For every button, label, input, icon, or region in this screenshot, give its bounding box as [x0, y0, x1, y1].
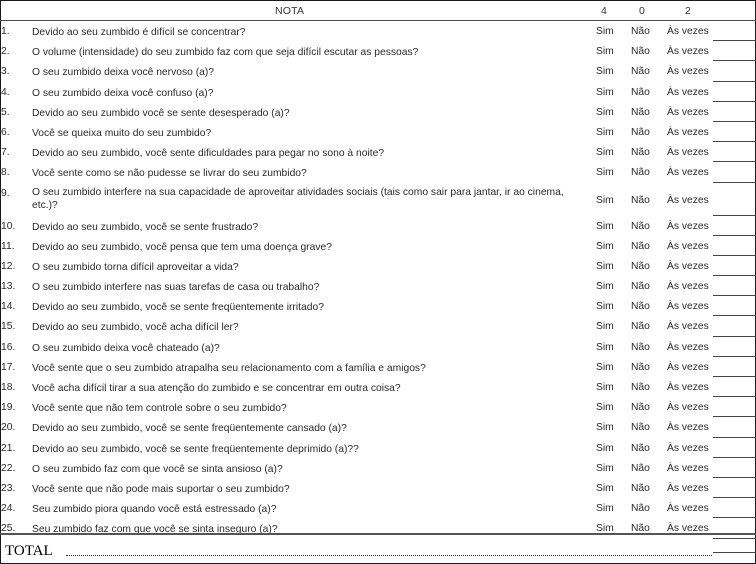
question-text: O seu zumbido interfere na sua capacidade de aproveitar atividades sociais (tais como sair para jantar, ir ao cinema, etc.)?	[32, 186, 564, 211]
answer-asvezes[interactable]: Às vezes	[667, 281, 709, 293]
answer-asvezes[interactable]: Às vezes	[667, 26, 709, 37]
answer-nao[interactable]: Não	[631, 321, 650, 333]
question-text: Devido ao seu zumbido, você sente dificuldades para pegar no sono à noite?	[32, 148, 385, 160]
total-answer-line	[713, 552, 756, 553]
answer-sim[interactable]: Sim	[596, 46, 614, 58]
question-text: O seu zumbido deixa você chateado (a)?	[32, 342, 220, 354]
question-number: 2.	[1, 46, 10, 58]
question-number: 8.	[1, 167, 10, 179]
question-number: 4.	[1, 86, 10, 98]
question-number: 14.	[1, 301, 16, 313]
answer-asvezes[interactable]: Às vezes	[667, 442, 709, 454]
answer-sim[interactable]: Sim	[596, 194, 614, 206]
answer-nao[interactable]: Não	[631, 147, 650, 159]
question-text: O seu zumbido deixa você nervoso (a)?	[32, 67, 215, 79]
answer-sim[interactable]: Sim	[596, 523, 614, 535]
answer-sim[interactable]: Sim	[596, 167, 614, 179]
answer-nao[interactable]: Não	[631, 523, 650, 535]
answer-asvezes[interactable]: Às vezes	[667, 126, 709, 138]
answer-asvezes[interactable]: Às vezes	[667, 66, 709, 78]
answer-nao[interactable]: Não	[631, 422, 650, 434]
total-dotted-line	[66, 555, 712, 556]
question-number: 15.	[1, 321, 16, 333]
header-score-nao: 0	[639, 5, 645, 17]
question-row	[0, 216, 756, 236]
header-score-sim: 4	[601, 5, 607, 17]
answer-nao[interactable]: Não	[631, 240, 650, 252]
answer-nao[interactable]: Não	[631, 382, 650, 393]
question-number: 3.	[1, 66, 10, 78]
total-row	[0, 533, 756, 564]
answer-nao[interactable]: Não	[631, 220, 650, 232]
question-row	[0, 417, 756, 437]
answer-sim[interactable]: Sim	[596, 422, 614, 434]
question-number: 21.	[1, 442, 16, 454]
answer-nao[interactable]: Não	[631, 462, 650, 474]
question-row	[0, 498, 756, 518]
question-text: Seu zumbido faz com que você se sinta inseguro (a)?	[32, 524, 278, 536]
answer-sim[interactable]: Sim	[596, 66, 614, 78]
answer-nao[interactable]: Não	[631, 46, 650, 58]
answer-asvezes[interactable]: Às vezes	[667, 462, 709, 474]
answer-asvezes[interactable]: Às vezes	[667, 220, 709, 232]
total-label: TOTAL	[5, 543, 53, 559]
question-number: 7.	[1, 147, 10, 159]
answer-nao[interactable]: Não	[631, 86, 650, 98]
answer-nao[interactable]: Não	[631, 66, 650, 78]
question-row	[0, 438, 756, 458]
question-text: Você sente como se não pudesse se livrar do seu zumbido?	[32, 168, 307, 180]
question-row	[0, 102, 756, 122]
answer-asvezes[interactable]: Às vezes	[667, 167, 709, 179]
question-row	[0, 61, 756, 81]
question-number: 12.	[1, 260, 16, 272]
question-number: 6.	[1, 126, 10, 138]
answer-asvezes[interactable]: Às vezes	[667, 422, 709, 434]
answer-asvezes[interactable]: Às vezes	[667, 46, 709, 58]
question-number: 18.	[1, 382, 16, 393]
question-text: Você acha difícil tirar a sua atenção do zumbido e se concentrar em outra coisa?	[32, 383, 401, 394]
answer-sim[interactable]: Sim	[596, 260, 614, 272]
question-row	[0, 296, 756, 316]
question-text: O seu zumbido interfere nas suas tarefas de casa ou trabalho?	[32, 282, 320, 294]
question-text: O seu zumbido torna difícil aproveitar a vida?	[32, 261, 239, 273]
answer-sim[interactable]: Sim	[596, 361, 614, 373]
answer-nao[interactable]: Não	[631, 402, 650, 414]
question-text: Seu zumbido piora quando você está estressado (a)?	[32, 504, 277, 516]
answer-sim[interactable]: Sim	[596, 442, 614, 454]
answer-sim[interactable]: Sim	[596, 26, 614, 37]
answer-sim[interactable]: Sim	[596, 341, 614, 353]
question-text: Você sente que não tem controle sobre o seu zumbido?	[32, 403, 287, 415]
answer-asvezes[interactable]: Às vezes	[667, 301, 709, 313]
question-row	[0, 357, 756, 377]
answer-nao[interactable]: Não	[631, 194, 650, 206]
answer-sim[interactable]: Sim	[596, 220, 614, 232]
question-number: 20.	[1, 422, 16, 434]
answer-sim[interactable]: Sim	[596, 86, 614, 98]
question-text: O volume (intensidade) do seu zumbido faz com que seja difícil escutar as pessoas?	[32, 47, 419, 59]
answer-asvezes[interactable]: Às vezes	[667, 482, 709, 494]
answer-sim[interactable]: Sim	[596, 126, 614, 138]
question-number: 17.	[1, 361, 16, 373]
question-text: Devido ao seu zumbido, você se sente freqüentemente irritado?	[32, 302, 324, 314]
header-nota: NOTA	[275, 5, 305, 17]
question-number: 19.	[1, 402, 16, 414]
question-row	[0, 478, 756, 498]
answer-nao[interactable]: Não	[631, 167, 650, 179]
answer-nao[interactable]: Não	[631, 503, 650, 515]
question-number: 9.	[1, 187, 10, 199]
answer-asvezes[interactable]: Às vezes	[667, 523, 709, 535]
question-row	[0, 142, 756, 162]
question-row	[0, 458, 756, 478]
question-number: 11.	[1, 240, 15, 252]
question-number: 23.	[1, 482, 16, 494]
answer-asvezes[interactable]: Às vezes	[667, 240, 709, 252]
answer-sim[interactable]: Sim	[596, 382, 614, 393]
question-text: Você se queixa muito do seu zumbido?	[32, 127, 212, 139]
question-row	[0, 82, 756, 102]
question-row	[0, 183, 756, 216]
question-number: 1.	[1, 26, 10, 37]
question-number: 16.	[1, 341, 16, 353]
question-number: 13.	[1, 281, 16, 293]
question-text: Você sente que não pode mais suportar o seu zumbido?	[32, 483, 290, 495]
question-list	[0, 21, 756, 539]
answer-asvezes[interactable]: Às vezes	[667, 503, 709, 515]
question-text: Devido ao seu zumbido você se sente desesperado (a)?	[32, 107, 290, 119]
question-text: O seu zumbido faz com que você se sinta ansioso (a)?	[32, 463, 283, 475]
answer-sim[interactable]: Sim	[596, 240, 614, 252]
answer-sim[interactable]: Sim	[596, 106, 614, 118]
question-row	[0, 397, 756, 417]
question-row	[0, 162, 756, 182]
question-text: Você sente que o seu zumbido atrapalha seu relacionamento com a família e amigos?	[32, 362, 426, 374]
answer-sim[interactable]: Sim	[596, 482, 614, 494]
answer-sim[interactable]: Sim	[596, 503, 614, 515]
question-row	[0, 122, 756, 142]
question-row	[0, 41, 756, 61]
answer-sim[interactable]: Sim	[596, 402, 614, 414]
answer-nao[interactable]: Não	[631, 281, 650, 293]
question-number: 5.	[1, 106, 10, 118]
answer-asvezes[interactable]: Às vezes	[667, 147, 709, 159]
question-text: Devido ao seu zumbido, você se sente freqüentemente cansado (a)?	[32, 423, 347, 435]
question-number: 25.	[1, 523, 16, 535]
answer-nao[interactable]: Não	[631, 126, 650, 138]
header-score-asvezes: 2	[685, 5, 691, 17]
answer-nao[interactable]: Não	[631, 106, 650, 118]
answer-sim[interactable]: Sim	[596, 147, 614, 159]
answer-nao[interactable]: Não	[631, 482, 650, 494]
answer-asvezes[interactable]: Às vezes	[667, 361, 709, 373]
question-text: O seu zumbido deixa você confuso (a)?	[32, 87, 214, 99]
question-row	[0, 236, 756, 256]
answer-nao[interactable]: Não	[631, 260, 650, 272]
answer-sim[interactable]: Sim	[596, 281, 614, 293]
answer-nao[interactable]: Não	[631, 442, 650, 454]
answer-asvezes[interactable]: Às vezes	[667, 86, 709, 98]
question-number: 10.	[1, 220, 16, 232]
question-row	[0, 377, 756, 397]
question-row	[0, 21, 756, 41]
answer-asvezes[interactable]: Às vezes	[667, 260, 709, 272]
table-header	[0, 1, 756, 22]
answer-asvezes[interactable]: Às vezes	[667, 321, 709, 333]
answer-asvezes[interactable]: Às vezes	[667, 106, 709, 118]
question-number: 22.	[1, 462, 16, 474]
answer-sim[interactable]: Sim	[596, 301, 614, 313]
question-text: Devido ao seu zumbido, você acha difícil ler?	[32, 322, 239, 334]
question-text: Devido ao seu zumbido, você se sente freqüentemente deprimido (a)??	[32, 443, 359, 455]
answer-sim[interactable]: Sim	[596, 321, 614, 333]
question-row	[0, 316, 756, 336]
answer-sim[interactable]: Sim	[596, 462, 614, 474]
answer-nao[interactable]: Não	[631, 26, 650, 37]
answer-nao[interactable]: Não	[631, 301, 650, 313]
question-text: Devido ao seu zumbido é difícil se concentrar?	[32, 27, 246, 38]
answer-asvezes[interactable]: Às vezes	[667, 194, 709, 206]
question-text: Devido ao seu zumbido, você pensa que tem uma doença grave?	[32, 241, 332, 253]
answer-asvezes[interactable]: Às vezes	[667, 341, 709, 353]
question-row	[0, 256, 756, 276]
answer-nao[interactable]: Não	[631, 341, 650, 353]
question-text: Devido ao seu zumbido, você se sente frustrado?	[32, 221, 259, 233]
answer-asvezes[interactable]: Às vezes	[667, 382, 709, 393]
answer-asvezes[interactable]: Às vezes	[667, 402, 709, 414]
question-row	[0, 276, 756, 296]
question-number: 24.	[1, 503, 16, 515]
answer-nao[interactable]: Não	[631, 361, 650, 373]
question-row	[0, 337, 756, 357]
